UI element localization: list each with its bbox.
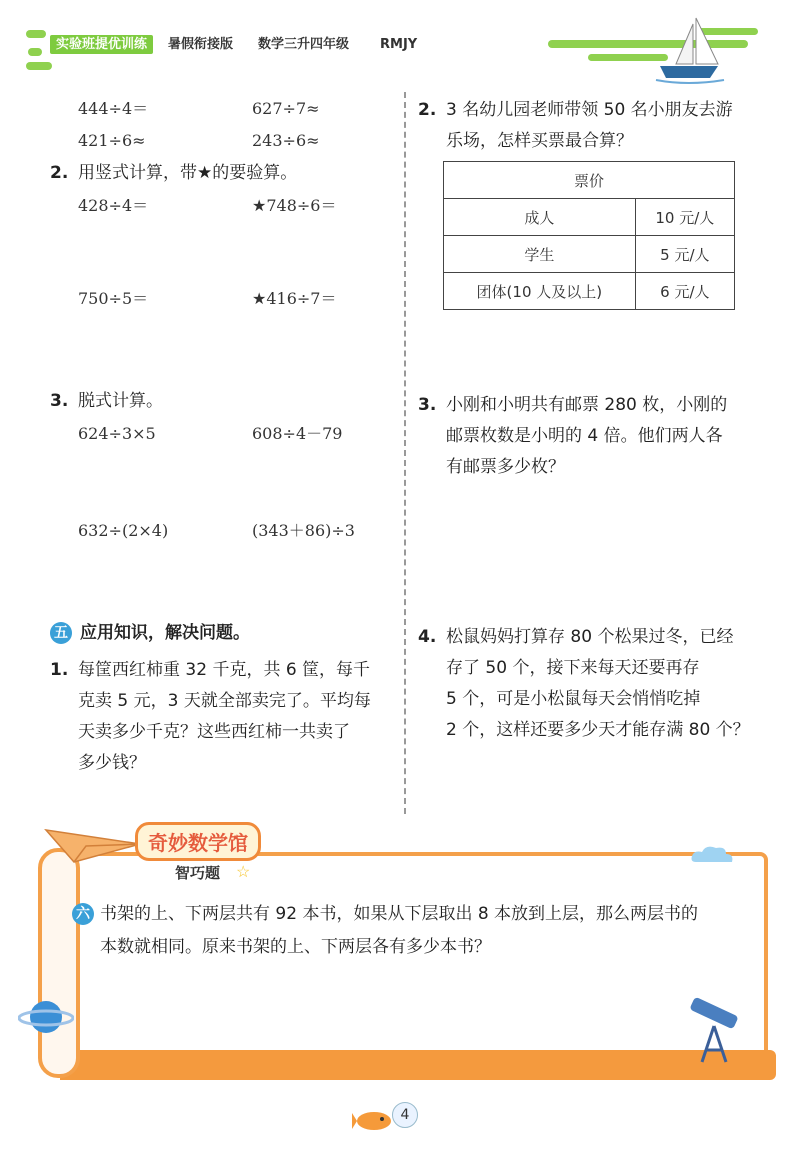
- table-cell: 5 元/人: [635, 236, 734, 273]
- p1-line-2: 克卖 5 元，3 天就全部卖完了。平均每: [78, 691, 371, 711]
- p4-line-3: 5 个，可是小松鼠每天会悄悄吃掉: [446, 689, 701, 709]
- column-divider: [404, 92, 406, 814]
- puzzle-line-2: 本数就相同。原来书架的上、下两层各有多少本书？: [100, 937, 491, 957]
- expr-428: 428÷4＝: [78, 196, 149, 215]
- q2-text: 用竖式计算，带★的要验算。: [78, 163, 298, 183]
- p1-number: 1.: [50, 660, 69, 680]
- ticket-price-table: [443, 161, 735, 310]
- q3-text: 脱式计算。: [78, 391, 163, 411]
- fish-icon: [352, 1108, 394, 1134]
- header-stripe-3: [26, 62, 52, 70]
- table-cell: 6 元/人: [635, 273, 734, 310]
- expr-627: 627÷7≈: [252, 99, 320, 118]
- header-code: RMJY: [380, 37, 418, 52]
- planet-icon: [18, 994, 74, 1040]
- expr-243: 243÷6≈: [252, 131, 320, 150]
- puzzle-scroll-bottom: [60, 1050, 776, 1080]
- table-header: 票价: [444, 162, 735, 199]
- expr-632: 632÷(2×4): [78, 521, 169, 540]
- p4-line-2: 存了 50 个，接下来每天还要再存: [446, 658, 700, 678]
- paper-plane-icon: [44, 818, 144, 868]
- q2-number: 2.: [50, 163, 69, 183]
- cloud-icon: [688, 842, 738, 866]
- table-row: [444, 162, 735, 199]
- p3-line-3: 有邮票多少枚？: [446, 457, 565, 477]
- section5-badge: 五: [50, 622, 72, 644]
- section-title-banner: 奇妙数学馆: [135, 822, 261, 861]
- p2-line-1: 3 名幼儿园老师带领 50 名小朋友去游: [446, 100, 733, 120]
- q3-number: 3.: [50, 391, 69, 411]
- p3-line-2: 邮票枚数是小明的 4 倍。他们两人各: [446, 426, 723, 446]
- table-row: [444, 273, 735, 310]
- star-icon: ☆: [236, 862, 251, 881]
- expr-343: (343＋86)÷3: [252, 521, 355, 540]
- expr-624: 624÷3×5: [78, 424, 156, 443]
- p4-line-1: 松鼠妈妈打算存 80 个松果过冬，已经: [446, 627, 734, 647]
- p1-line-4: 多少钱？: [78, 753, 146, 773]
- expr-444: 444÷4＝: [78, 99, 149, 118]
- header-stripe-2: [28, 48, 42, 56]
- p4-number: 4.: [418, 627, 437, 647]
- page-number: 4: [392, 1102, 418, 1128]
- section5-title: 应用知识，解决问题。: [80, 623, 250, 643]
- expr-748: ★748÷6＝: [252, 196, 337, 215]
- header-stripe-1: [26, 30, 46, 38]
- table-row: [444, 236, 735, 273]
- p4-line-4: 2 个，这样还要多少天才能存满 80 个？: [446, 720, 750, 740]
- table-cell: 团体(10 人及以上): [444, 273, 636, 310]
- telescope-icon: [680, 996, 750, 1066]
- puzzle-scroll-roll: [38, 848, 80, 1078]
- p2-number: 2.: [418, 100, 437, 120]
- header-badge: 实验班提优训练: [50, 35, 153, 54]
- section-subtitle: 智巧题: [175, 864, 221, 882]
- table-cell: 10 元/人: [635, 199, 734, 236]
- p1-line-1: 每筐西红柿重 32 千克，共 6 筐，每千: [78, 660, 371, 680]
- section6-badge: 六: [72, 903, 94, 925]
- puzzle-line-1: 书架的上、下两层共有 92 本书，如果从下层取出 8 本放到上层，那么两层书的: [100, 904, 699, 924]
- table-cell: 学生: [444, 236, 636, 273]
- header-subject: 数学三升四年级: [258, 37, 350, 52]
- header-edition: 暑假衔接版: [168, 37, 234, 52]
- p1-line-3: 天卖多少千克？这些西红柿一共卖了: [78, 722, 350, 742]
- expr-421: 421÷6≈: [78, 131, 146, 150]
- expr-750: 750÷5＝: [78, 289, 149, 308]
- p3-number: 3.: [418, 395, 437, 415]
- p2-line-2: 乐场，怎样买票最合算？: [446, 131, 633, 151]
- p3-line-1: 小刚和小明共有邮票 280 枚，小刚的: [446, 395, 728, 415]
- sailboat-icon: [548, 14, 768, 88]
- table-cell: 成人: [444, 199, 636, 236]
- table-row: [444, 199, 735, 236]
- expr-608: 608÷4－79: [252, 424, 343, 443]
- expr-416: ★416÷7＝: [252, 289, 337, 308]
